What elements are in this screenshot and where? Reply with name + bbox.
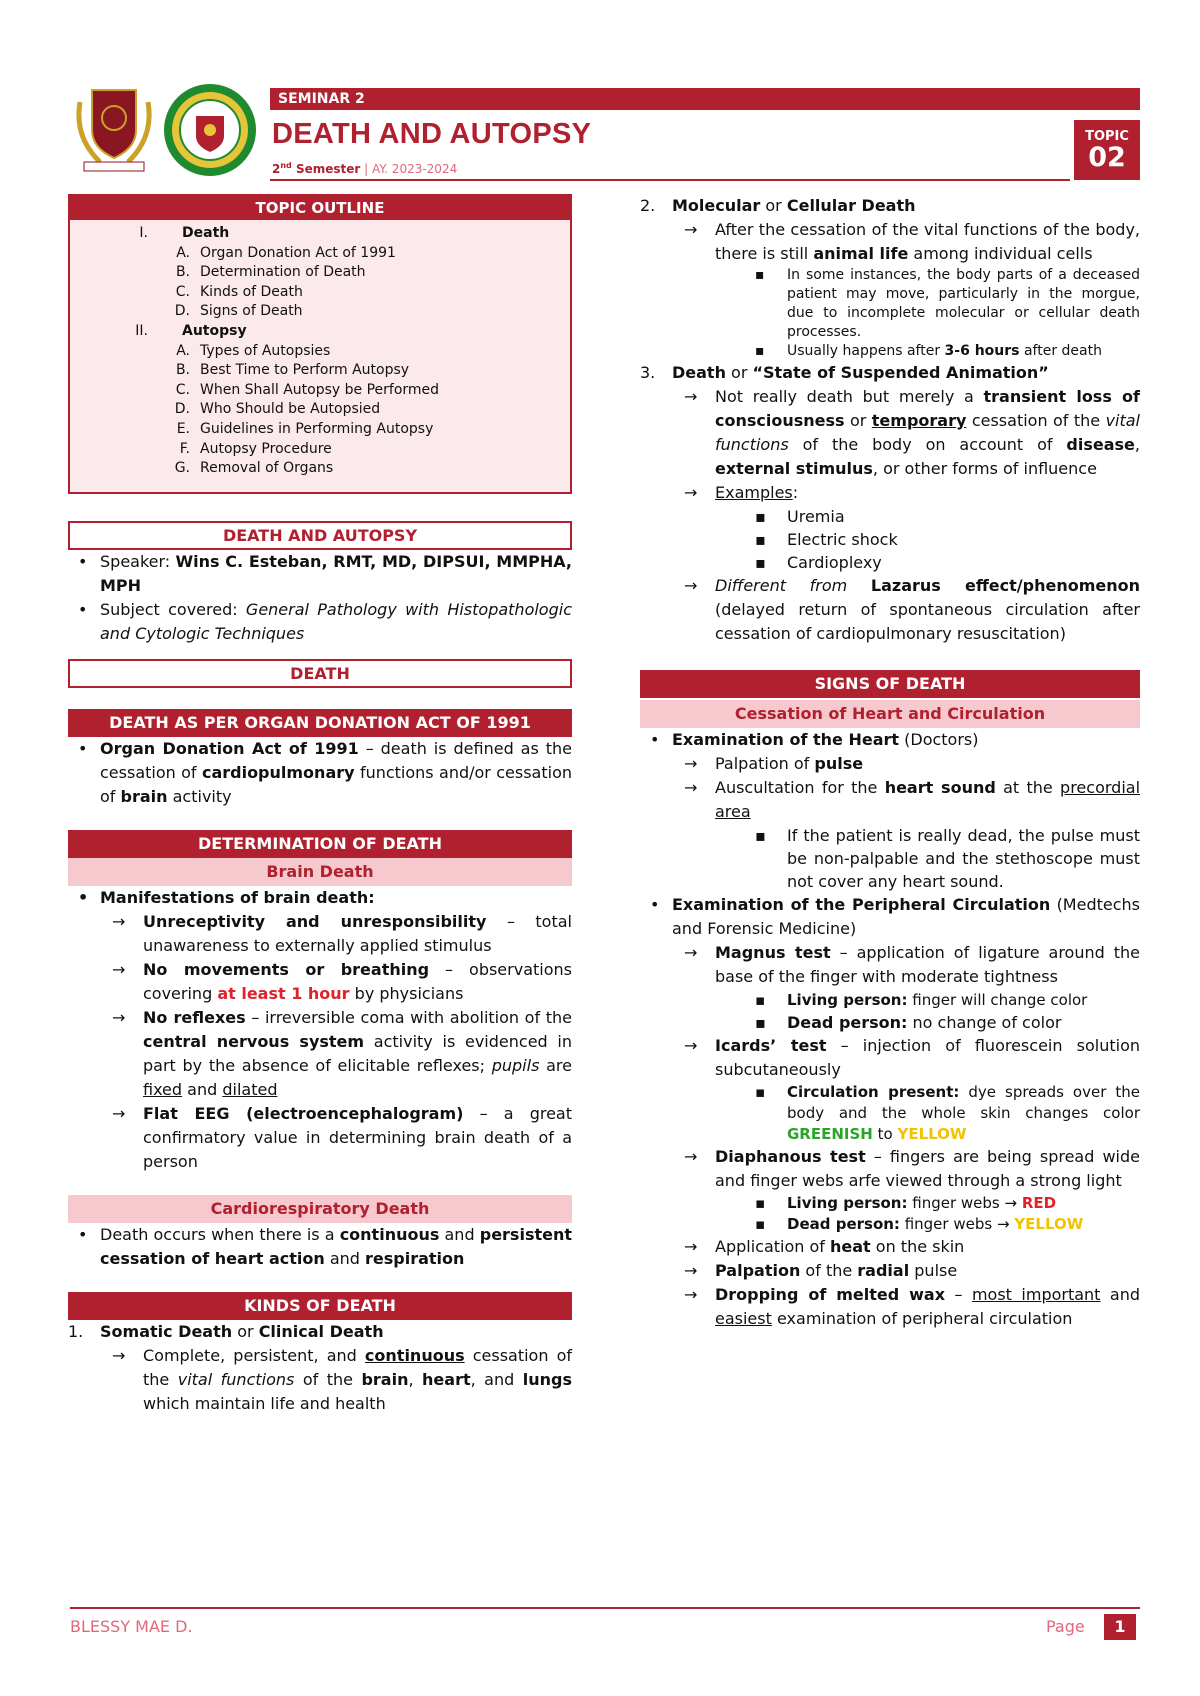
outline-row-number: C.: [175, 283, 190, 300]
subsection-cardiorespiratory: Cardiorespiratory Death: [68, 1195, 572, 1223]
outline-row: [70, 361, 570, 381]
exam-peripheral: • Examination of the Peripheral Circulation (Medtechs and Forensic Medicine): [640, 893, 1140, 941]
header: [70, 82, 1140, 182]
kind-3-desc: → Not really death but merely a transient loss of consciousness or temporary cessation of the vital functions of the body on account of disease, external stimulus, or other forms of influence: [640, 385, 1140, 481]
subsection-brain-death: Brain Death: [68, 858, 572, 886]
outline-row-number: A.: [176, 342, 190, 359]
lazarus-note: → Different from Lazarus effect/phenomenon (delayed return of spontaneous circulation after cessation of cardiopulmonary resuscitation): [640, 574, 1140, 646]
outline-row: [70, 400, 570, 420]
outline-list: [70, 224, 570, 479]
outline-row-number: D.: [174, 401, 190, 418]
section-kinds-of-death: KINDS OF DEATH: [68, 1292, 572, 1320]
subject-item: • Subject covered: General Pathology with Histopathologic and Cytologic Techniques: [68, 598, 572, 646]
outline-row-number: A.: [176, 244, 190, 261]
example-item: ▪ Electric shock: [640, 528, 1140, 551]
section-signs-of-death: SIGNS OF DEATH: [640, 670, 1140, 698]
outline-row-number: D.: [174, 303, 190, 320]
examples-label: → Examples:: [640, 481, 1140, 505]
section-determination: DETERMINATION OF DEATH: [68, 830, 572, 858]
outline-row-number: II.: [135, 322, 148, 339]
section-organ-donation: DEATH AS PER ORGAN DONATION ACT OF 1991: [68, 709, 572, 737]
magnus-living: ▪ Living person: finger will change color: [640, 989, 1140, 1011]
diaphanous-living: ▪ Living person: finger webs → RED: [640, 1193, 1140, 1214]
kind-1: 1. Somatic Death or Clinical Death: [68, 1322, 384, 1341]
seminar-label: SEMINAR 2: [270, 88, 1140, 110]
outline-row-number: E.: [176, 420, 190, 437]
outline-row-text: Best Time to Perform Autopsy: [200, 362, 410, 379]
diaphanous-dead: ▪ Dead person: finger webs → YELLOW: [640, 1214, 1140, 1235]
outline-row: [70, 322, 570, 342]
outline-row: [70, 244, 570, 264]
outline-row: [70, 342, 570, 362]
outline-row: [70, 224, 570, 244]
outline-row: [70, 381, 570, 401]
manifestation-4: → Flat EEG (electroencephalogram) – a great confirmatory value in determining brain death of a person: [68, 1102, 572, 1174]
exam-heart-1: → Palpation of pulse: [640, 752, 1140, 776]
exam-heart-note: ▪ If the patient is really dead, the pulse must be non-palpable and the stethoscope must not cover any heart sound.: [640, 824, 1140, 893]
example-item: ▪ Uremia: [640, 505, 1140, 528]
kind-2-bullet-1: ▪ In some instances, the body parts of a deceased patient may move, particularly in the morgue, due to incomplete molecular or cellular death processes.: [640, 266, 1140, 342]
outline-heading: TOPIC OUTLINE: [70, 196, 570, 220]
kind-2: 2. Molecular or Cellular Death: [640, 196, 916, 215]
outline-row-text: Signs of Death: [200, 303, 303, 320]
section-death-and-autopsy: DEATH AND AUTOPSY: [68, 521, 572, 550]
outline-row-text: Kinds of Death: [200, 283, 303, 300]
document-title: DEATH AND AUTOPSY: [272, 118, 592, 150]
outline-row-text: Guidelines in Performing Autopsy: [200, 420, 434, 437]
kind-1-desc: → Complete, persistent, and continuous cessation of the vital functions of the brain, heart, and lungs which maintain life and health: [68, 1344, 572, 1416]
university-seal-icon: [162, 82, 258, 178]
diaphanous-test: → Diaphanous test – fingers are being spread wide and finger webs arfe viewed through a strong light: [640, 1145, 1140, 1193]
manifestation-2: → No movements or breathing – observations covering at least 1 hour by physicians: [68, 958, 572, 1006]
footer-page-number: 1: [1104, 1614, 1136, 1640]
kind-2-bullet-2: ▪ Usually happens after 3-6 hours after death: [640, 342, 1140, 361]
outline-row-text: Removal of Organs: [200, 460, 334, 477]
melted-wax-test: → Dropping of melted wax – most important and easiest examination of peripheral circulation: [640, 1283, 1140, 1331]
right-column: [640, 194, 1140, 1331]
speaker-item: • Speaker: Wins C. Esteban, RMT, MD, DIPSUI, MMPHA, MPH: [68, 550, 572, 598]
heat-test: → Application of heat on the skin: [640, 1235, 1140, 1259]
outline-row: [70, 440, 570, 460]
outline-row-number: F.: [179, 440, 190, 457]
outline-row-number: I.: [139, 225, 148, 241]
section-death: DEATH: [68, 659, 572, 688]
outline-row-text: Types of Autopsies: [200, 342, 331, 359]
manifestation-1: → Unreceptivity and unresponsibility – total unawareness to externally applied stimulus: [68, 910, 572, 958]
example-item: ▪ Cardioplexy: [640, 551, 1140, 574]
outline-row-number: B.: [175, 264, 190, 281]
outline-row-number: C.: [175, 381, 190, 398]
footer-rule: [70, 1607, 1140, 1609]
outline-row-number: G.: [174, 460, 190, 477]
outline-row-text: Organ Donation Act of 1991: [200, 244, 396, 261]
outline-row-number: B.: [175, 362, 190, 379]
magnus-dead: ▪ Dead person: no change of color: [640, 1011, 1140, 1034]
icards-test: → Icards’ test – injection of fluorescein solution subcutaneously: [640, 1034, 1140, 1082]
left-column: [68, 194, 572, 1416]
radial-pulse: → Palpation of the radial pulse: [640, 1259, 1140, 1283]
outline-row-text: Determination of Death: [200, 264, 366, 281]
outline-row: [70, 283, 570, 303]
outline-row: [70, 420, 570, 440]
outline-row: [70, 302, 570, 322]
manifestations-item: • Manifestations of brain death:: [68, 886, 572, 910]
subsection-cessation: Cessation of Heart and Circulation: [640, 700, 1140, 728]
outline-row-text: Autopsy: [182, 322, 247, 339]
icards-circulation: ▪ Circulation present: dye spreads over the body and the whole skin changes color GREENISH to YELLOW: [640, 1082, 1140, 1145]
magnus-test: → Magnus test – application of ligature around the base of the finger with moderate tightness: [640, 941, 1140, 989]
exam-heart: • Examination of the Heart (Doctors): [640, 728, 1140, 752]
outline-row: [70, 459, 570, 479]
cardio-item: • Death occurs when there is a continuous and persistent cessation of heart action and respiration: [68, 1223, 572, 1271]
kind-2-desc: → After the cessation of the vital functions of the body, there is still animal life among individual cells: [640, 218, 1140, 266]
outline-row-text: Death: [182, 225, 230, 241]
college-seal-icon: [70, 82, 158, 174]
footer-author: BLESSY MAE D.: [70, 1617, 193, 1636]
organ-item: • Organ Donation Act of 1991 – death is defined as the cessation of cardiopulmonary functions and/or cessation of brain activity: [68, 737, 572, 809]
topic-outline: [68, 194, 572, 494]
outline-row: [70, 263, 570, 283]
header-rule: [270, 179, 1070, 181]
semester-line: 2nd Semester | AY. 2023-2024: [272, 161, 458, 176]
topic-badge: TOPIC 02: [1074, 120, 1140, 180]
manifestation-3: → No reflexes – irreversible coma with abolition of the central nervous system activity is evidenced in part by the absence of elicitable reflexes; pupils are fixed and dilated: [68, 1006, 572, 1102]
outline-row-text: When Shall Autopsy be Performed: [200, 381, 440, 398]
footer-page-label: Page: [1046, 1617, 1085, 1636]
kind-3: 3. Death or “State of Suspended Animation”: [640, 363, 1049, 382]
exam-heart-2: → Auscultation for the heart sound at the precordial area: [640, 776, 1140, 824]
outline-row-text: Autopsy Procedure: [200, 440, 332, 457]
outline-row-text: Who Should be Autopsied: [200, 401, 381, 418]
